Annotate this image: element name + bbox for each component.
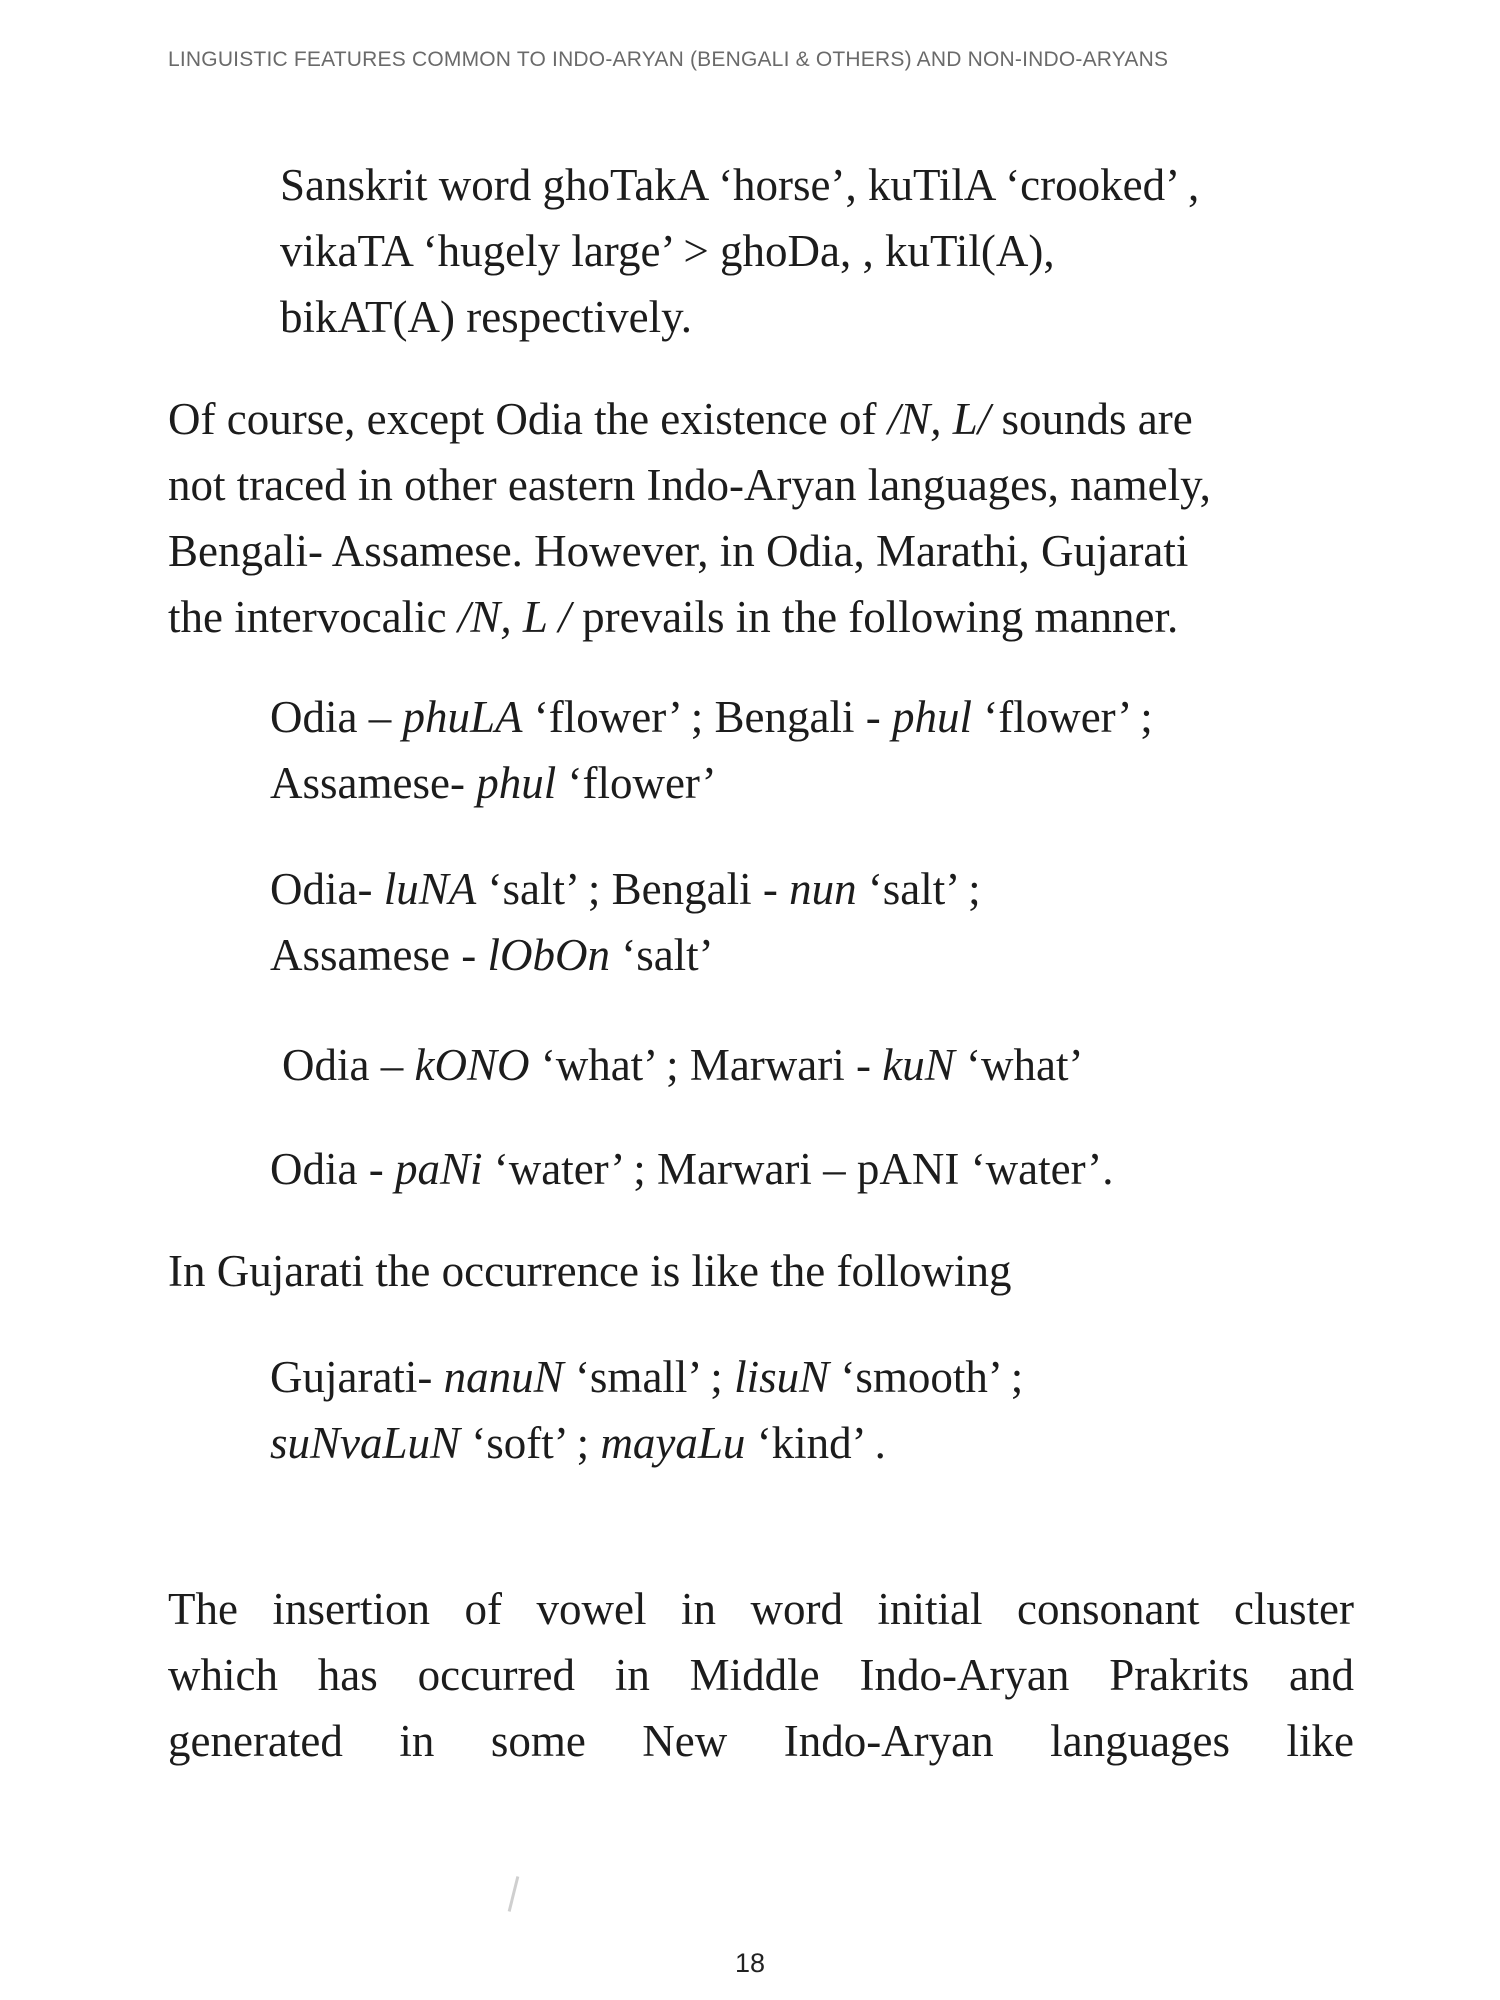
paragraph-gujarati-intro <box>168 1238 1011 1304</box>
sanskrit-examples <box>280 152 1199 350</box>
text-line: vikaTA ‘hugely large’ > ghoDa, , kuTil(A), <box>280 226 1055 276</box>
example-salt <box>270 856 981 988</box>
page-number: 18 <box>734 1948 766 1978</box>
paragraph-vowel-insertion <box>168 1576 1354 1774</box>
scan-mark <box>508 1876 520 1912</box>
text-line: Gujarati- nanuN ‘small’ ; lisuN ‘smooth’ ; <box>270 1352 1024 1402</box>
text-line: Odia- luNA ‘salt’ ; Bengali - nun ‘salt’ ; <box>270 864 981 914</box>
running-header: LINGUISTIC FEATURES COMMON TO INDO-ARYAN (BENGALI & OTHERS) AND NON-INDO-ARYANS <box>168 48 1169 71</box>
example-what <box>282 1032 1083 1098</box>
text-line: The insertion of vowel in word initial consonant cluster <box>168 1584 1354 1634</box>
text-line: Assamese- phul ‘flower’ <box>270 758 717 808</box>
text-line: Odia – phuLA ‘flower’ ; Bengali - phul ‘flower’ ; <box>270 692 1153 742</box>
text-line: Bengali- Assamese. However, in Odia, Marathi, Gujarati <box>168 526 1189 576</box>
text-line: the intervocalic /N, L / prevails in the following manner. <box>168 592 1179 642</box>
example-gujarati <box>270 1344 1023 1476</box>
example-flower <box>270 684 1153 816</box>
text-line: suNvaLuN ‘soft’ ; mayaLu ‘kind’ . <box>270 1418 886 1468</box>
paragraph-odia-sounds <box>168 386 1211 650</box>
text-line: which has occurred in Middle Indo-Aryan Prakrits and <box>168 1650 1354 1700</box>
text-line: In Gujarati the occurrence is like the following <box>168 1246 1012 1296</box>
example-water <box>270 1136 1113 1202</box>
text-line: Of course, except Odia the existence of /N, L/ sounds are <box>168 394 1193 444</box>
text-line: Odia – kONO ‘what’ ; Marwari - kuN ‘what’ <box>282 1040 1084 1090</box>
text-line: Odia - paNi ‘water’ ; Marwari – pANI ‘water’. <box>270 1144 1114 1194</box>
text-line: bikAT(A) respectively. <box>280 292 692 342</box>
text-line: not traced in other eastern Indo-Aryan languages, namely, <box>168 460 1211 510</box>
text-line: Assamese - lObOn ‘salt’ <box>270 930 714 980</box>
text-line: generated in some New Indo-Aryan languages like <box>168 1716 1354 1766</box>
text-line: Sanskrit word ghoTakA ‘horse’, kuTilA ‘crooked’ , <box>280 160 1200 210</box>
